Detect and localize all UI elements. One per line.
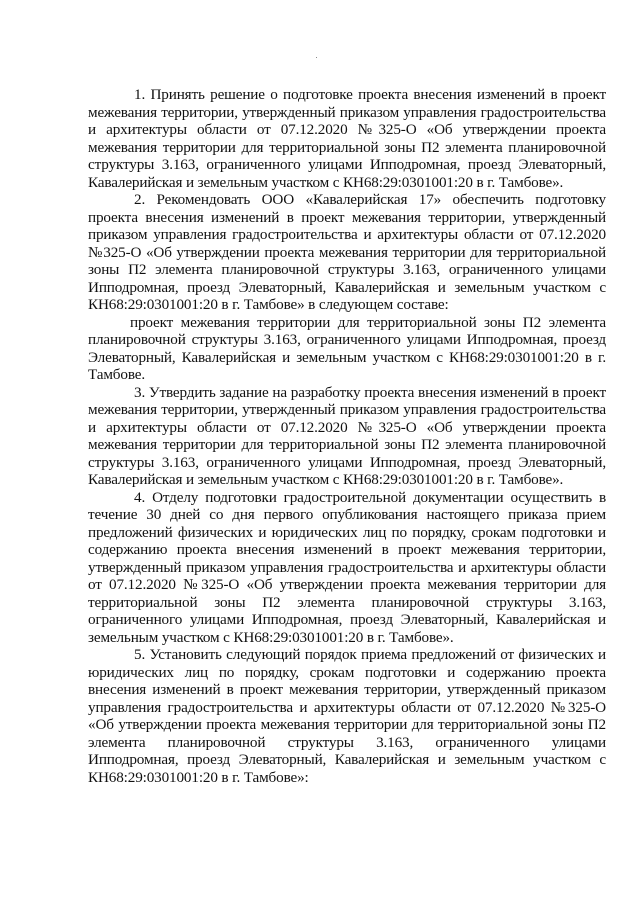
paragraph-5: 5. Установить следующий порядок приема предложений от физических и юридических лиц по порядку, срокам подготовки и содержанию проекта внесения изменений в проект межевания территории, утвержденный приказом управления градостроительства и архитектуры области от 07.12.2020 №325-О «Об утверждении проекта межевания территории для территориальной зоны П2 элемента планировочной структуры 3.163, ограниченного улицами Ипподромная, проезд Элеваторный, Кавалерийская и земельным участком с КН68:29:0301001:20 в г. Тамбове»: bbox=[88, 646, 606, 786]
paragraph-2-subitem: проект межевания территории для территориальной зоны П2 элемента планировочной структуры 3.163, ограниченного улицами Ипподромная, проезд Элеваторный, Кавалерийская и земельным участком с КН68:29:0301001:20 в г. Тамбове. bbox=[88, 313, 606, 383]
paragraph-1: 1. Принять решение о подготовке проекта внесения изменений в проект межевания территории, утвержденный приказом управления градостроительства и архитектуры области от 07.12.2020 №325-О «Об утверждении проекта межевания территории для территориальной зоны П2 элемента планировочной структуры 3.163, ограниченного улицами Ипподромная, проезд Элеваторный, Кавалерийская и земельным участком с КН68:29:0301001:20 в г. Тамбове». bbox=[88, 86, 606, 191]
document-body bbox=[88, 86, 606, 786]
paragraph-3: 3. Утвердить задание на разработку проекта внесения изменений в проект межевания территории, утвержденный приказом управления градостроительства и архитектуры области от 07.12.2020 №325-О «Об утверждении проекта межевания территории для территориальной зоны П2 элемента планировочной структуры 3.163, ограниченного улицами Ипподромная, проезд Элеваторный, Кавалерийская и земельным участком с КН68:29:0301001:20 в г. Тамбове». bbox=[88, 383, 606, 488]
paragraph-2: 2. Рекомендовать ООО «Кавалерийская 17» обеспечить подготовку проекта внесения изменений в проект межевания территории, утвержденный приказом управления градостроительства и архитектуры области от 07.12.2020 №325-О «Об утверждении проекта межевания территории для территориальной зоны П2 элемента планировочной структуры 3.163, ограниченного улицами Ипподромная, проезд Элеваторный, Кавалерийская и земельным участком с КН68:29:0301001:20 в г. Тамбове» в следующем составе: bbox=[88, 191, 606, 313]
paragraph-4: 4. Отделу подготовки градостроительной документации осуществить в течение 30 дней со дня первого опубликования настоящего приказа прием предложений физических и юридических лиц по порядку, срокам подготовки и содержанию проекта внесения изменений в проект межевания территории, утвержденный приказом управления градостроительства и архитектуры области от 07.12.2020 №325-О «Об утверждении проекта межевания территории для территориальной зоны П2 элемента планировочной структуры 3.163, ограниченного улицами Ипподромная, проезд Элеваторный, Кавалерийская и земельным участком с КН68:29:0301001:20 в г. Тамбове». bbox=[88, 488, 606, 646]
scan-speck bbox=[316, 57, 317, 58]
